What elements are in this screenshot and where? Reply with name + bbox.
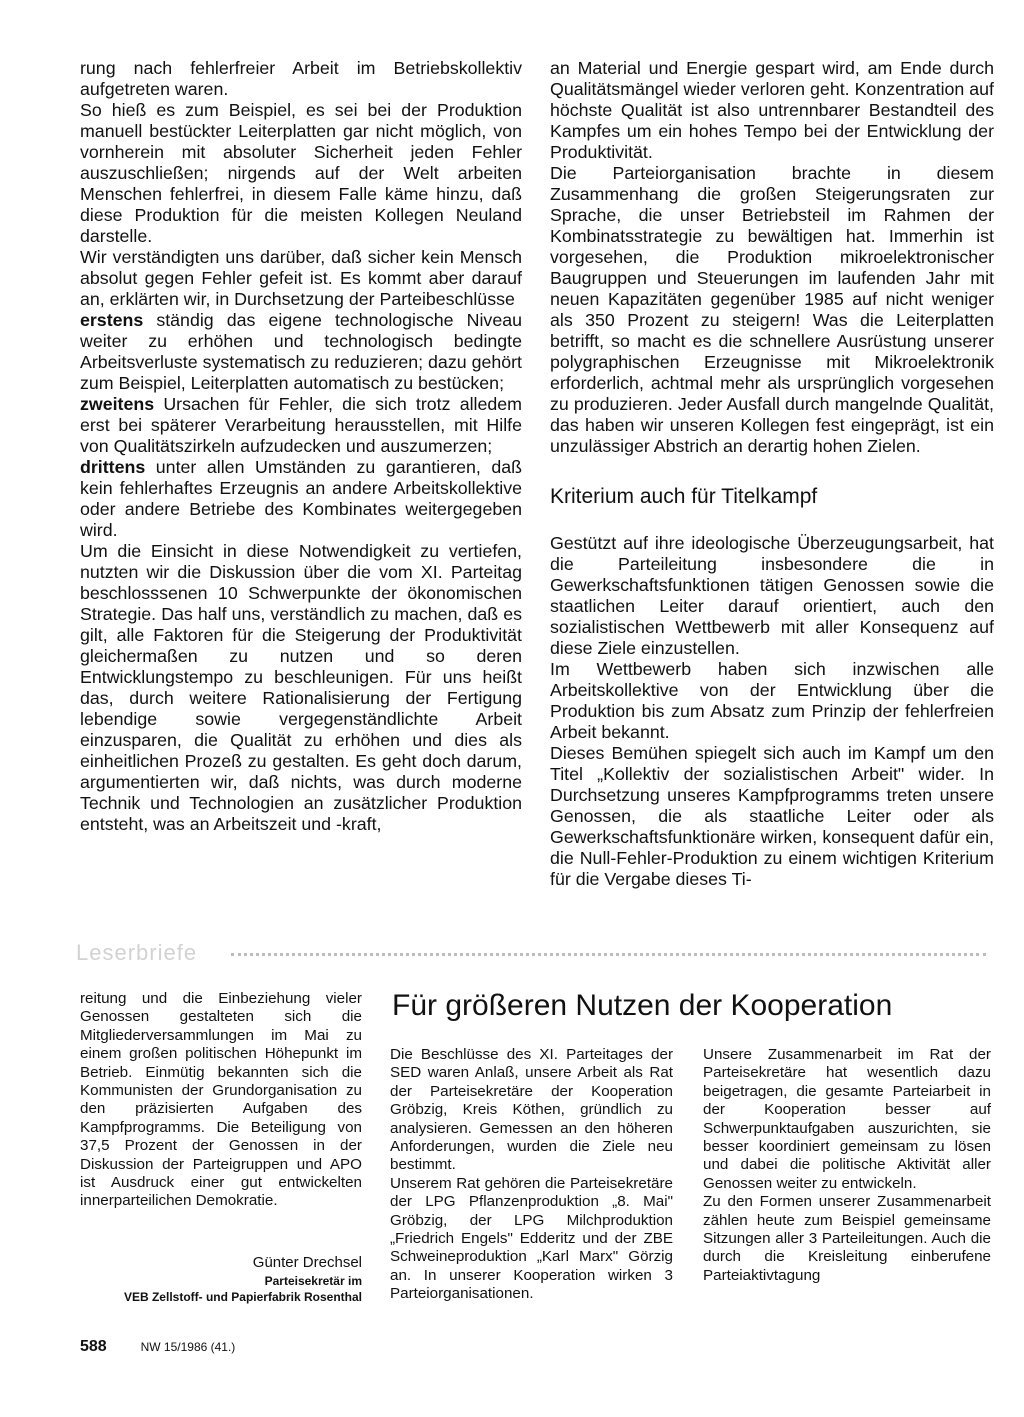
paragraph: Die Beschlüsse des XI. Parteitages der SED waren Anlaß, unsere Arbeit als Rat der Parteisekretäre der Kooperation Gröbzig, Kreis Köthen, gründlich zu analysieren. Gemessen an den höheren Anforderungen, wurden die Ziele neu bestimmt. [390,1046,673,1174]
article-column-1 [390,1046,673,1316]
dotted-rule [231,953,986,956]
paragraph: Im Wettbewerb haben sich inzwischen alle Arbeitskollektive von der Entwicklung über die Produktion bis zum Absatz zum Prinzip der fehlerfreien Arbeit bekannt. [550,659,994,742]
section-divider [76,940,986,965]
page-footer [80,1338,235,1356]
paragraph: Unsere Zusammenarbeit im Rat der Parteisekretäre hat wesentlich dazu beigetragen, die gesamte Parteiarbeit in der Kooperation besser auf Schwerpunktaufgaben auszurichten, sie besser koordiniert gemeinsam zu lösen und dabei die politische Aktivität aller Genossen weiter zu entwickeln. [703,1046,991,1192]
paragraph: Unserem Rat gehören die Parteisekretäre der LPG Pflanzenproduktion „8. Mai" Gröbzig, der LPG Milchproduktion „Friedrich Engels" Edderitz und der ZBE Schweineproduktion „Karl Marx" Görzig an. In unserer Kooperation wirken 3 Parteiorganisationen. [390,1174,673,1303]
paragraph: Wir verständigten uns darüber, daß sicher kein Mensch absolut gegen Fehler gefeit ist. Es kommt aber darauf an, erklärten wir, in Durchsetzung der Parteibeschlüsse [80,247,522,309]
keyword: zweitens [80,394,155,414]
paragraph: rung nach fehlerfreier Arbeit im Betriebskollektiv aufgetreten waren. [80,58,522,99]
article-headline: Für größeren Nutzen der Kooperation [392,989,893,1022]
paragraph: reitung und die Einbeziehung vieler Genossen gestalteten sich die Mitgliederversammlungen im Mai zu einem großen politischen Höhepunkt im Betrieb. Einmütig bekannten sich die Kommunisten der Grundorganisation zu den präzisierten Aufgaben des Kampfprogramms. Die Beteiligung von 37,5 Prozent der Genossen in der Diskussion der Parteigruppen und APO ist Ausdruck einer gut entwickelten innerparteilichen Demokratie. [80,990,362,1210]
list-item-erstens [80,310,522,394]
author-organization: VEB Zellstoff- und Papierfabrik Rosenthal [123,1290,362,1304]
section-label: Leserbriefe [76,940,198,965]
signature-block [80,1253,362,1305]
left-column [80,58,522,918]
keyword: drittens [80,457,146,477]
paragraph: Gestützt auf ihre ideologische Überzeugungsarbeit, hat die Parteileitung insbesondere die in Gewerkschaftsfunktionen tätigen Genossen sowie die staatlichen Leiter darauf orientiert, auch den sozialistischen Wettbewerb mit aller Konsequenz auf diese Ziele einzustellen. [550,533,994,658]
list-text: Ursachen für Fehler, die sich trotz alledem erst bei späterer Verarbeitung herausstellen, mit Hilfe von Qualitätszirkeln aufzudecken und auszumerzen; [80,394,522,456]
list-item-zweitens [80,394,522,457]
paragraph: Dieses Bemühen spiegelt sich auch im Kampf um den Titel „Kollektiv der sozialistischen Arbeit" wider. In Durchsetzung unseres Kampfprogramms treten unsere Genossen, die als staatliche Leiter oder als Gewerkschaftsfunktionäre wirken, konsequent dafür ein, die Null-Fehler-Produktion zu einem wichtigen Kriterium für die Vergabe dieses Ti- [550,743,994,889]
paragraph: So hieß es zum Beispiel, es sei bei der Produktion manuell bestückter Leiterplatten gar nicht möglich, von vornherein mit absoluter Sicherheit jeden Fehler auszuschließen; nirgends auf der Welt arbeiten Menschen fehlerfrei, in diesem Falle käme hinzu, daß diese Produktion für die meisten Kollegen Neuland darstelle. [80,100,522,246]
issue-reference: NW 15/1986 (41.) [140,1340,236,1354]
paragraph: Zu den Formen unserer Zusammenarbeit zählen heute zum Beispiel gemeinsame Sitzungen aller 3 Parteileitungen. Auch die durch die Kreisleitung einberufene Parteiaktivtagung [703,1193,991,1284]
keyword: erstens [80,310,144,330]
paragraph: an Material und Energie gespart wird, am Ende durch Qualitätsmängel wieder verloren geht. Konzentration auf höchste Qualität ist also untrennbarer Bestandteil des Kampfes um ein hohes Tempo bei der Entwicklung der Produktivität. [550,58,994,162]
list-item-drittens [80,457,522,541]
page-number: 588 [80,1338,107,1355]
right-column [550,58,994,918]
subheading: Kriterium auch für Titelkampf [550,485,818,508]
article-column-2 [703,1046,991,1316]
author-name: Günter Drechsel [252,1254,362,1271]
paragraph: Die Parteiorganisation brachte in diesem Zusammenhang die großen Steigerungsraten zur Sprache, die unser Betriebsteil im Rahmen der Kombinatsstrategie zu bewältigen hat. Immerhin ist vorgesehen, die Produktion mikroelektronischer Baugruppen und Steuerungen im laufenden Jahr mit neuen Kapazitäten gegenüber 1985 auf nicht weniger als 350 Prozent zu steigern! Was die Leiterplatten betrifft, so macht es die schnellere Ausrüstung unserer polygraphischen Erzeugnisse mit Mikroelektronik erforderlich, achtmal mehr als ursprünglich vorgesehen zu produzieren. Jeder Ausfall durch mangelnde Qualität, das haben wir unseren Kollegen fest eingeprägt, ist ein unzulässiger Abstrich an derartig hohen Zielen. [550,163,994,456]
list-text: ständig das eigene technologische Niveau weiter zu erhöhen und technologisch bedingte Arbeitsverluste systematisch zu reduzieren; dazu gehört zum Beispiel, Leiterplatten automatisch zu bestücken; [80,310,522,393]
author-role: Parteisekretär im [264,1274,362,1288]
list-text: unter allen Umständen zu garantieren, daß kein fehlerhaftes Erzeugnis an andere Arbeitskollektive oder andere Betriebe des Kombinates weitergegeben wird. [80,457,522,540]
paragraph: Um die Einsicht in diese Notwendigkeit zu vertiefen, nutzten wir die Diskussion über die vom XI. Parteitag beschlosssenen 10 Schwerpunkte der ökonomischen Strategie. Das half uns, verständlich zu machen, daß es gilt, alle Faktoren für die Steigerung der Produktivität gleichermaßen zu nutzen und so deren Entwicklungstempo zu beschleunigen. Für uns heißt das, durch weitere Rationalisierung der Fertigung lebendige sowie vergegenständlichte Arbeit einzusparen, die Qualität zu erhöhen und dies als einheitlichen Prozeß zu gestalten. Es geht doch darum, argumentierten wir, daß nichts, was durch moderne Technik und Technologien an zusätzlicher Produktion entsteht, was an Arbeitszeit und -kraft, [80,541,522,834]
